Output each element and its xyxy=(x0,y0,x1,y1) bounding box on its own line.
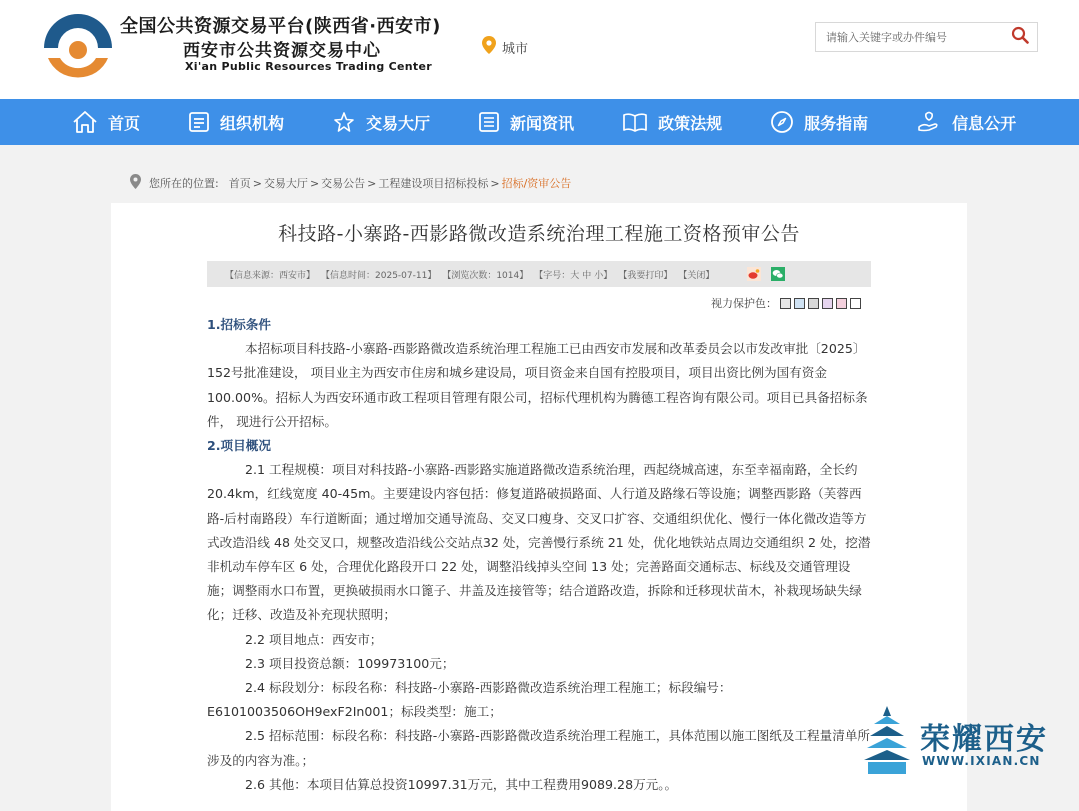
color-swatch[interactable] xyxy=(780,298,791,309)
paragraph: 2.6 其他：本项目估算总投资10997.31万元，其中工程费用9089.28万元。。 xyxy=(245,776,678,792)
paragraph: 2.2 项目地点：西安市； xyxy=(245,631,383,647)
breadcrumb-announcements[interactable]: 交易公告 xyxy=(321,177,366,190)
breadcrumb-current[interactable]: 招标/资审公告 xyxy=(501,177,572,190)
font-medium-button[interactable]: 中 xyxy=(582,270,592,281)
color-swatch[interactable] xyxy=(850,298,861,309)
paragraph: 2.1 工程规模：项目对科技路-小寨路-西影路实施道路微改造系统治理，西起绕城高速，东至幸福南路，全长约 20.4km，红线宽度 40-45m。主要建设内容包括：修复道路破损路面、人行道及路缘石等设施；调整西影路（芙蓉西路-后村南路段）车行道断面；通过增加交通导流岛、交叉口瘦身、交叉口扩容、交通组织优化、慢行一体化微改造等方式改造沿线 48 处交叉口，规整改造沿线公交站点32 处，完善慢行系统 21 处，优化地铁站点周边交通组织 2 处，挖潜非机动车停车区 6 处，合理优化路段开口 22 处，调整沿线掉头空间 13 处；完善路面交通标志、标线及交通管理设施；调整雨水口布置，更换破损雨水口篦子、井盖及连接管等；结合道路改造，拆除和迁移现状苗木，补栽现场缺失绿化；迁移、改造及补充现状照明； xyxy=(207,462,871,623)
watermark-url: WWW.IXIAN.CN xyxy=(922,754,1041,768)
breadcrumb-home[interactable]: 首页 xyxy=(228,177,251,190)
share-icons xyxy=(747,267,791,284)
nav-item-label: 政策法规 xyxy=(658,113,723,133)
site-logo[interactable] xyxy=(38,8,118,84)
info-hand-icon xyxy=(916,110,942,134)
nav-item-news[interactable] xyxy=(478,111,574,134)
section-heading: 2.项目概况 xyxy=(207,438,271,454)
paragraph: 本招标项目科技路-小寨路-西影路微改造系统治理工程施工已由西安市发展和改革委员会以市发改审批〔2025〕152号批准建设， 项目业主为西安市住房和城乡建设局，项目资金来自国有控股项目，项目出资比例为国有资金100.00%。招标人为西安环通市政工程项目管理有限公司，招标代理机构为腾德工程咨询有限公司。项目已具备招标条件， 现进行公开招标。 xyxy=(207,341,868,429)
nav-item-home[interactable] xyxy=(72,110,140,134)
paragraph: 2.3 项目投资总额：109973100元； xyxy=(245,655,455,671)
info-source: 【信息来源：西安市】 xyxy=(225,270,316,281)
organization-icon xyxy=(188,111,210,133)
color-swatch[interactable] xyxy=(808,298,819,309)
location-marker-icon xyxy=(130,174,141,192)
article-title: 科技路-小寨路-西影路微改造系统治理工程施工资格预审公告 xyxy=(278,223,800,245)
trading-hall-icon xyxy=(332,111,356,133)
breadcrumb-separator: > xyxy=(309,176,320,190)
close-button[interactable]: 【关闭】 xyxy=(678,270,715,281)
font-large-button[interactable]: 大 xyxy=(570,270,580,281)
color-swatch[interactable] xyxy=(836,298,847,309)
main-nav xyxy=(0,99,1079,145)
nav-item-label: 新闻资讯 xyxy=(510,113,575,133)
watermark xyxy=(862,704,1062,780)
nav-item-label: 服务指南 xyxy=(804,113,869,133)
nav-item-label: 交易大厅 xyxy=(366,113,431,133)
compass-icon xyxy=(770,110,794,134)
share-wechat-icon[interactable] xyxy=(771,267,785,284)
breadcrumb-label: 您所在的位置: xyxy=(149,177,219,190)
nav-item-policy[interactable] xyxy=(622,111,722,134)
policy-book-icon xyxy=(622,111,648,133)
breadcrumb-construction-bidding[interactable]: 工程建设项目招标投标 xyxy=(378,177,489,190)
nav-item-info-public[interactable] xyxy=(916,110,1016,134)
share-weibo-icon[interactable] xyxy=(747,267,761,284)
article-container xyxy=(111,203,967,811)
site-subtitle: 西安市公共资源交易中心 xyxy=(183,41,381,61)
city-selector[interactable] xyxy=(482,36,528,58)
nav-item-organization[interactable] xyxy=(188,111,284,134)
paragraph: 2.4 标段划分：标段名称：科技路-小寨路-西影路微改造系统治理工程施工；标段编号：E6101003506OH9exF2In001；标段类型：施工； xyxy=(207,680,732,720)
breadcrumb-separator: > xyxy=(367,176,377,190)
location-pin-icon xyxy=(482,36,496,58)
color-swatch[interactable] xyxy=(794,298,805,309)
breadcrumb xyxy=(130,174,571,192)
search-box xyxy=(815,22,1038,52)
article-body xyxy=(207,313,871,797)
watermark-brand: 荣耀西安 xyxy=(920,722,1048,757)
breadcrumb-separator: > xyxy=(252,176,262,190)
nav-item-trading-hall[interactable] xyxy=(332,111,430,134)
search-input[interactable] xyxy=(816,23,1003,51)
site-header xyxy=(0,0,1079,99)
nav-item-service-guide[interactable] xyxy=(770,110,868,134)
breadcrumb-separator: > xyxy=(490,176,500,190)
article-info-bar xyxy=(207,261,871,287)
eye-protection-label: 视力保护色： xyxy=(711,297,777,310)
home-icon xyxy=(72,110,98,134)
info-time: 【信息时间：2025-07-11】 xyxy=(321,270,437,281)
city-label: 城市 xyxy=(502,41,529,57)
site-subtitle-english: Xi'an Public Resources Trading Center xyxy=(185,60,432,73)
paragraph: 2.5 招标范围：标段名称：科技路-小寨路-西影路微改造系统治理工程施工，具体范围以施工图纸及工程量清单所涉及的内容为准。； xyxy=(207,728,871,768)
section-heading: 1.招标条件 xyxy=(207,317,271,332)
news-icon xyxy=(478,111,500,133)
info-views: 【浏览次数：1014】 xyxy=(442,270,529,281)
watermark-pagoda-icon xyxy=(862,704,912,780)
eye-protection-colors xyxy=(711,295,861,311)
site-title: 全国公共资源交易平台(陕西省·西安市) xyxy=(120,16,441,37)
nav-item-label: 信息公开 xyxy=(952,113,1017,133)
color-swatch[interactable] xyxy=(822,298,833,309)
breadcrumb-trading-hall[interactable]: 交易大厅 xyxy=(263,177,308,190)
nav-item-label: 首页 xyxy=(108,113,141,133)
search-button[interactable] xyxy=(1003,23,1037,51)
search-icon xyxy=(1011,26,1029,48)
font-small-button[interactable]: 小 xyxy=(594,270,604,281)
print-button[interactable]: 【我要打印】 xyxy=(618,270,673,281)
nav-item-label: 组织机构 xyxy=(220,113,285,133)
info-font-size: 【字号：大 中 小】 xyxy=(534,270,613,281)
